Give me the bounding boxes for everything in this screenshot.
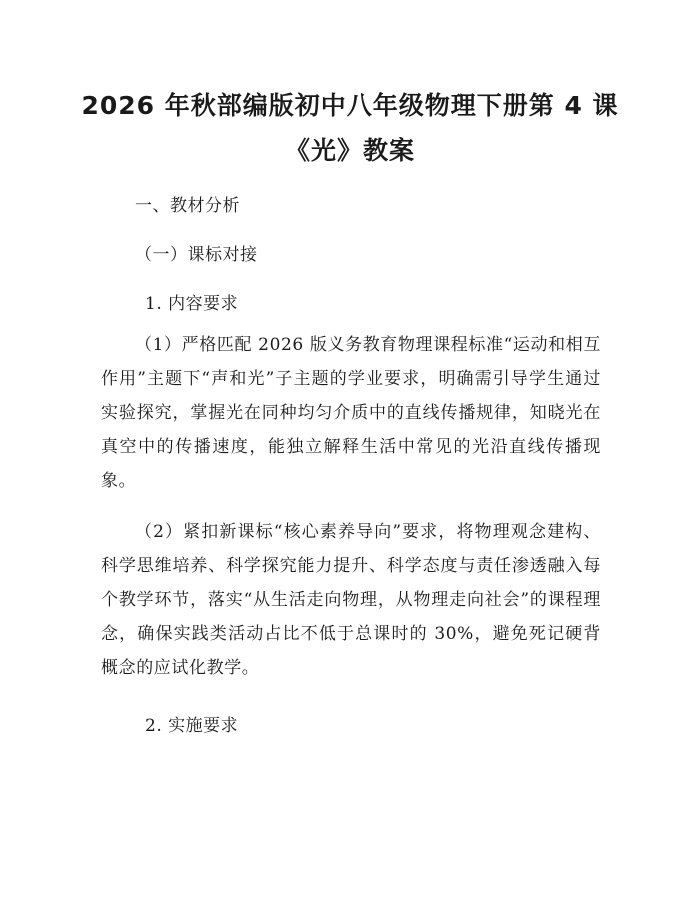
subsection-heading: （一）课标对接 — [135, 245, 258, 265]
item-heading-implementation-requirements: 2. 实施要求 — [145, 716, 239, 736]
document-title-line-1: 2026 年秋部编版初中八年级物理下册第 4 课 — [81, 91, 619, 120]
paragraph-1: （1）严格匹配 2026 版义务教育物理课程标准“运动和相互作用”主题下“声和光”子主题的学业要求，明确需引导学生通过实验探究，掌握光在同种均匀介质中的直线传播规律，知晓光在真空中的传播速度，能独立解释生活中常见的光沿直线传播现象。 — [101, 335, 601, 491]
section-heading: 一、教材分析 — [135, 196, 240, 216]
document-title-line-2: 《光》教案 — [284, 136, 415, 165]
paragraph-2: （2）紧扣新课标“核心素养导向”要求，将物理观念建构、科学思维培养、科学探究能力提升、科学态度与责任渗透融入每个教学环节，落实“从生活走向物理，从物理走向社会”的课程理念，确保实践类活动占比不低于总课时的 30%，避免死记硬背概念的应试化教学。 — [101, 522, 601, 678]
item-heading-content-requirements: 1. 内容要求 — [145, 294, 239, 314]
